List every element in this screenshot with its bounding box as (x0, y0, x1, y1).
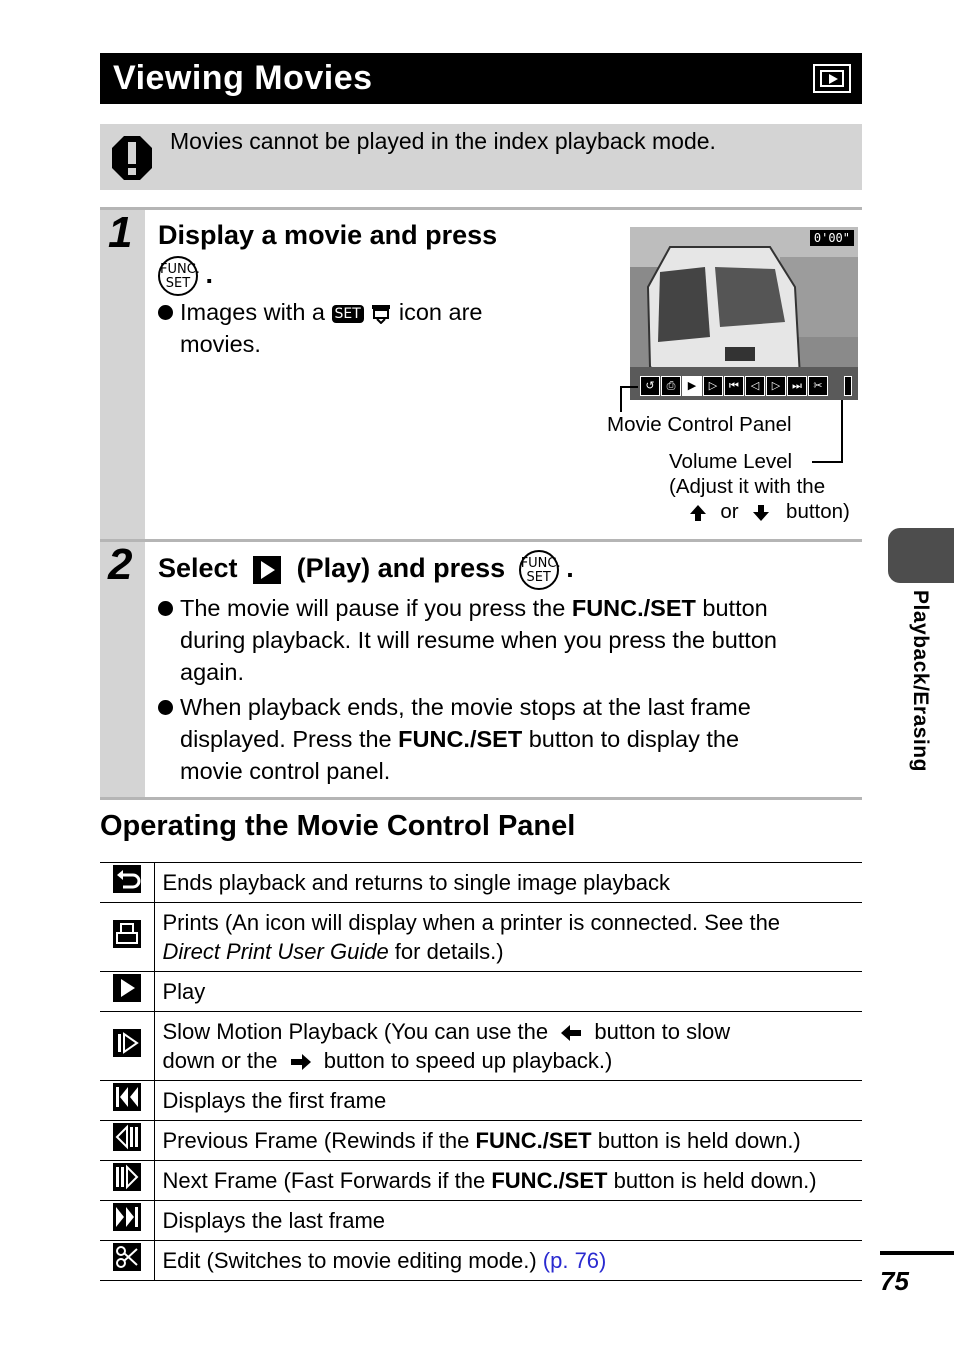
playback-mode-icon (813, 64, 851, 93)
next-frame-desc: Next Frame (Fast Forwards if the FUNC./SET button is held down.) (154, 1161, 862, 1201)
play-icon: ▶ (682, 376, 702, 396)
monorail-image (630, 227, 858, 400)
volume-level-label: Volume Level (Adjust it with the or button) (669, 450, 850, 523)
chapter-tab (888, 528, 954, 583)
print-desc: Prints (An icon will display when a printer is connected. See the Direct Print User Guide for details.) (154, 903, 862, 972)
table-row (100, 1161, 862, 1201)
print-icon: ⎙ (661, 376, 681, 396)
last-frame-desc: Displays the last frame (154, 1201, 862, 1241)
bullet-dot (158, 700, 173, 715)
previous-frame-icon: ◁ (745, 376, 765, 396)
step-number: 1 (108, 208, 133, 257)
page-title: Viewing Movies (113, 59, 373, 97)
previous-frame-desc: Previous Frame (Rewinds if the FUNC./SET button is held down.) (154, 1121, 862, 1161)
play-desc: Play (154, 972, 862, 1012)
movie-control-panel-label: Movie Control Panel (607, 413, 792, 436)
table-row (100, 903, 862, 972)
step-1 (100, 207, 862, 542)
heading-select-text: Select (158, 553, 238, 584)
slow-motion-icon: ▷ (703, 376, 723, 396)
exit-desc: Ends playback and returns to single image playback (154, 863, 862, 903)
next-frame-icon (113, 1163, 141, 1191)
table-row (100, 863, 862, 903)
next-frame-icon: ▷ (766, 376, 786, 396)
exit-icon (113, 865, 141, 893)
table-row (100, 972, 862, 1012)
print-icon (113, 920, 141, 948)
bullet-dot (158, 601, 173, 616)
set-badge: SET (332, 305, 364, 323)
caution-text: Movies cannot be played in the index playback mode. (170, 128, 716, 154)
caution-box (100, 124, 862, 190)
up-arrow-icon (689, 504, 707, 522)
panel-callout-line-h (620, 386, 638, 388)
first-frame-icon: ⏮ (724, 376, 744, 396)
step-1-bullet (158, 296, 578, 360)
movie-control-strip (640, 376, 828, 396)
play-icon (253, 556, 281, 584)
step-1-heading (158, 220, 497, 251)
step-2-bullet-2: When playback ends, the movie stops at the last frame displayed. Press the FUNC./SET button to display the movie control panel. (158, 691, 848, 787)
movie-screen-preview (630, 227, 858, 400)
table-row (100, 1121, 862, 1161)
panel-callout-line (620, 386, 622, 412)
chapter-label: Playback/Erasing (909, 590, 932, 772)
slow-motion-icon (113, 1029, 141, 1057)
page-number-rule (880, 1251, 954, 1255)
edit-scissors-icon (113, 1243, 141, 1271)
bullet-text: Images with a (180, 299, 325, 325)
table-row (100, 1081, 862, 1121)
play-icon (113, 974, 141, 1002)
left-arrow-icon (560, 1024, 582, 1042)
first-frame-desc: Displays the first frame (154, 1081, 862, 1121)
table-row (100, 1201, 862, 1241)
edit-desc: Edit (Switches to movie editing mode.) (p. 76) (154, 1241, 862, 1281)
slow-motion-desc: Slow Motion Playback (You can use the button to slow down or the button to speed up playback.) (154, 1012, 862, 1081)
page-number: 75 (880, 1266, 909, 1296)
page-76-link[interactable]: (p. 76) (542, 1248, 607, 1273)
step-1-heading-line2 (158, 256, 213, 296)
exit-icon: ↺ (640, 376, 660, 396)
last-frame-icon: ⏭ (787, 376, 807, 396)
func-set-icon: FUNC. SET (158, 256, 198, 296)
edit-scissors-icon: ✂ (808, 376, 828, 396)
down-arrow-icon (752, 504, 770, 522)
heading-period: . (566, 553, 574, 584)
movie-control-table (100, 862, 862, 1281)
table-row (100, 1241, 862, 1281)
volume-level-bar (844, 376, 852, 396)
step-number-column (100, 210, 145, 539)
last-frame-icon (113, 1203, 141, 1231)
caution-icon (110, 134, 154, 182)
first-frame-icon (113, 1083, 141, 1111)
section-heading: Operating the Movie Control Panel (100, 810, 576, 842)
step-number-column (100, 542, 145, 797)
step-2-bullet-1: The movie will pause if you press the FUNC./SET button during playback. It will resume when you press the button again. (158, 592, 848, 688)
table-row (100, 1012, 862, 1081)
title-bar (100, 53, 862, 104)
bullet-text-line2: movies. (180, 331, 261, 357)
movie-icon (370, 304, 392, 324)
func-set-icon: FUNC. SET (519, 550, 559, 590)
step-2 (100, 542, 862, 800)
movie-timer: 0'00" (810, 230, 854, 246)
previous-frame-icon (113, 1123, 141, 1151)
step-2-heading (158, 550, 574, 590)
bullet-text-post: icon are (398, 299, 483, 325)
bullet-dot (158, 305, 173, 320)
heading-period: . (205, 259, 214, 290)
right-arrow-icon (290, 1053, 312, 1071)
step-number: 2 (108, 540, 133, 589)
step-1-heading-text: Display a movie and press (158, 220, 498, 250)
heading-play-text: (Play) and press (296, 553, 506, 584)
